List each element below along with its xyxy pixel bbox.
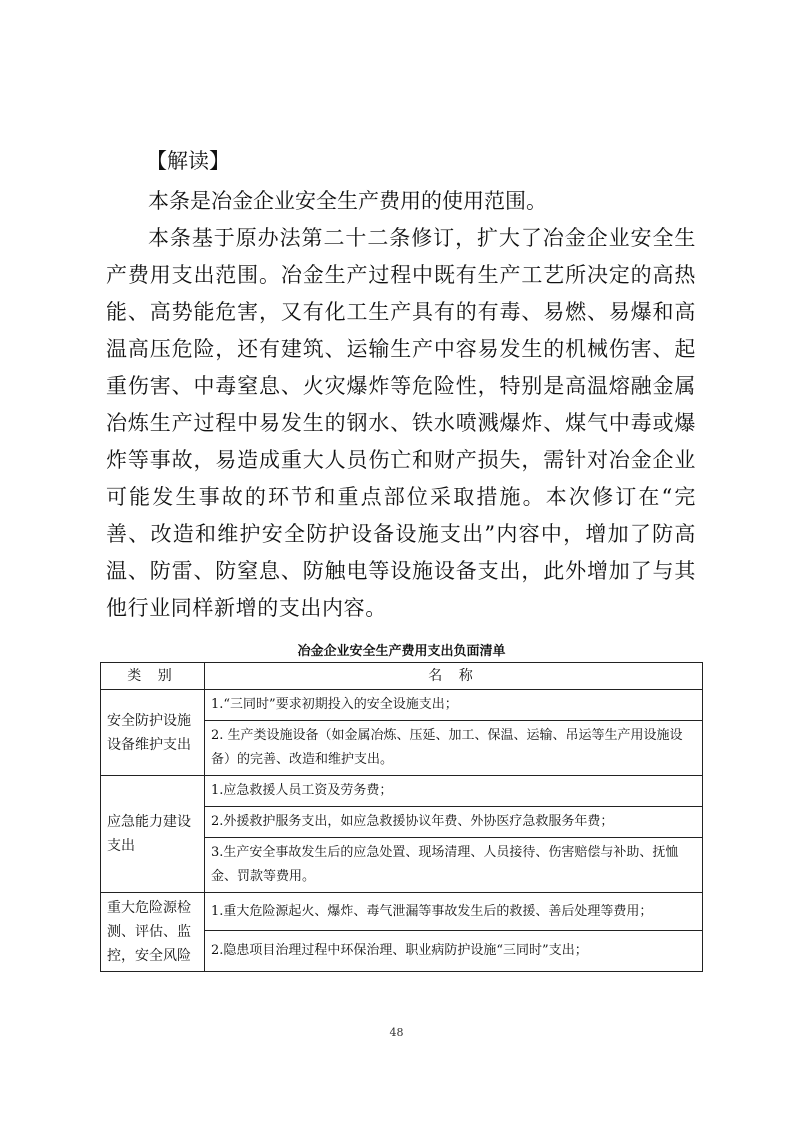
paragraph-2: 本条基于原办法第二十二条修订，扩大了冶金企业安全生产费用支出范围。冶金生产过程中既有生产工艺所决定的高热能、高势能危害，又有化工生产具有的有毒、易燃、易爆和高温高压危险，还有建筑、运输生产中容易发生的机械伤害、起重伤害、中毒窒息、火灾爆炸等危险性，特别是高温熔融金属冶炼生产过程中易发生的钢水、铁水喷溅爆炸、煤气中毒或爆炸等事故，易造成重大人员伤亡和财产损失，需针对冶金企业可能发生事故的环节和重点部位采取措施。本次修订在“完善、改造和维护安全防护设备设施支出”内容中，增加了防高温、防雷、防窒息、防触电等设施设备支出，此外增加了与其他行业同样新增的支出内容。 xyxy=(106,226,696,620)
item-cell: 1.重大危险源起火、爆炸、毒气泄漏等事故发生后的救援、善后处理等费用； xyxy=(205,893,703,931)
page-number: 48 xyxy=(389,1026,404,1039)
table-row xyxy=(101,776,703,807)
table-row xyxy=(101,690,703,721)
category-cell: 安全防护设施设备维护支出 xyxy=(101,690,205,776)
section-heading: 【解读】 xyxy=(146,149,230,173)
item-cell: 2. 生产类设施设备（如金属冶炼、压延、加工、保温、运输、吊运等生产用设施设备）的完善、改造和维护支出。 xyxy=(205,721,703,776)
category-cell: 应急能力建设支出 xyxy=(101,776,205,893)
item-cell: 2.外援救护服务支出，如应急救援协议年费、外协医疗急救服务年费； xyxy=(205,807,703,838)
table-row xyxy=(101,893,703,931)
header-category: 类 别 xyxy=(101,663,205,690)
header-name: 名 称 xyxy=(205,663,703,690)
item-cell: 1.应急救援人员工资及劳务费； xyxy=(205,776,703,807)
item-cell: 2.隐患项目治理过程中环保治理、职业病防护设施“三同时”支出； xyxy=(205,931,703,972)
category-cell: 重大危险源检测、评估、监控，安全风险 xyxy=(101,893,205,972)
negative-list-table xyxy=(100,662,703,972)
item-cell: 1.“三同时”要求初期投入的安全设施支出； xyxy=(205,690,703,721)
paragraph-1: 本条是冶金企业安全生产费用的使用范围。 xyxy=(148,189,547,213)
item-cell: 3.生产安全事故发生后的应急处置、现场清理、人员接待、伤害赔偿与补助、抚恤金、罚款等费用。 xyxy=(205,838,703,893)
table-header-row xyxy=(101,663,703,690)
table-title: 冶金企业安全生产费用支出负面清单 xyxy=(297,644,506,659)
